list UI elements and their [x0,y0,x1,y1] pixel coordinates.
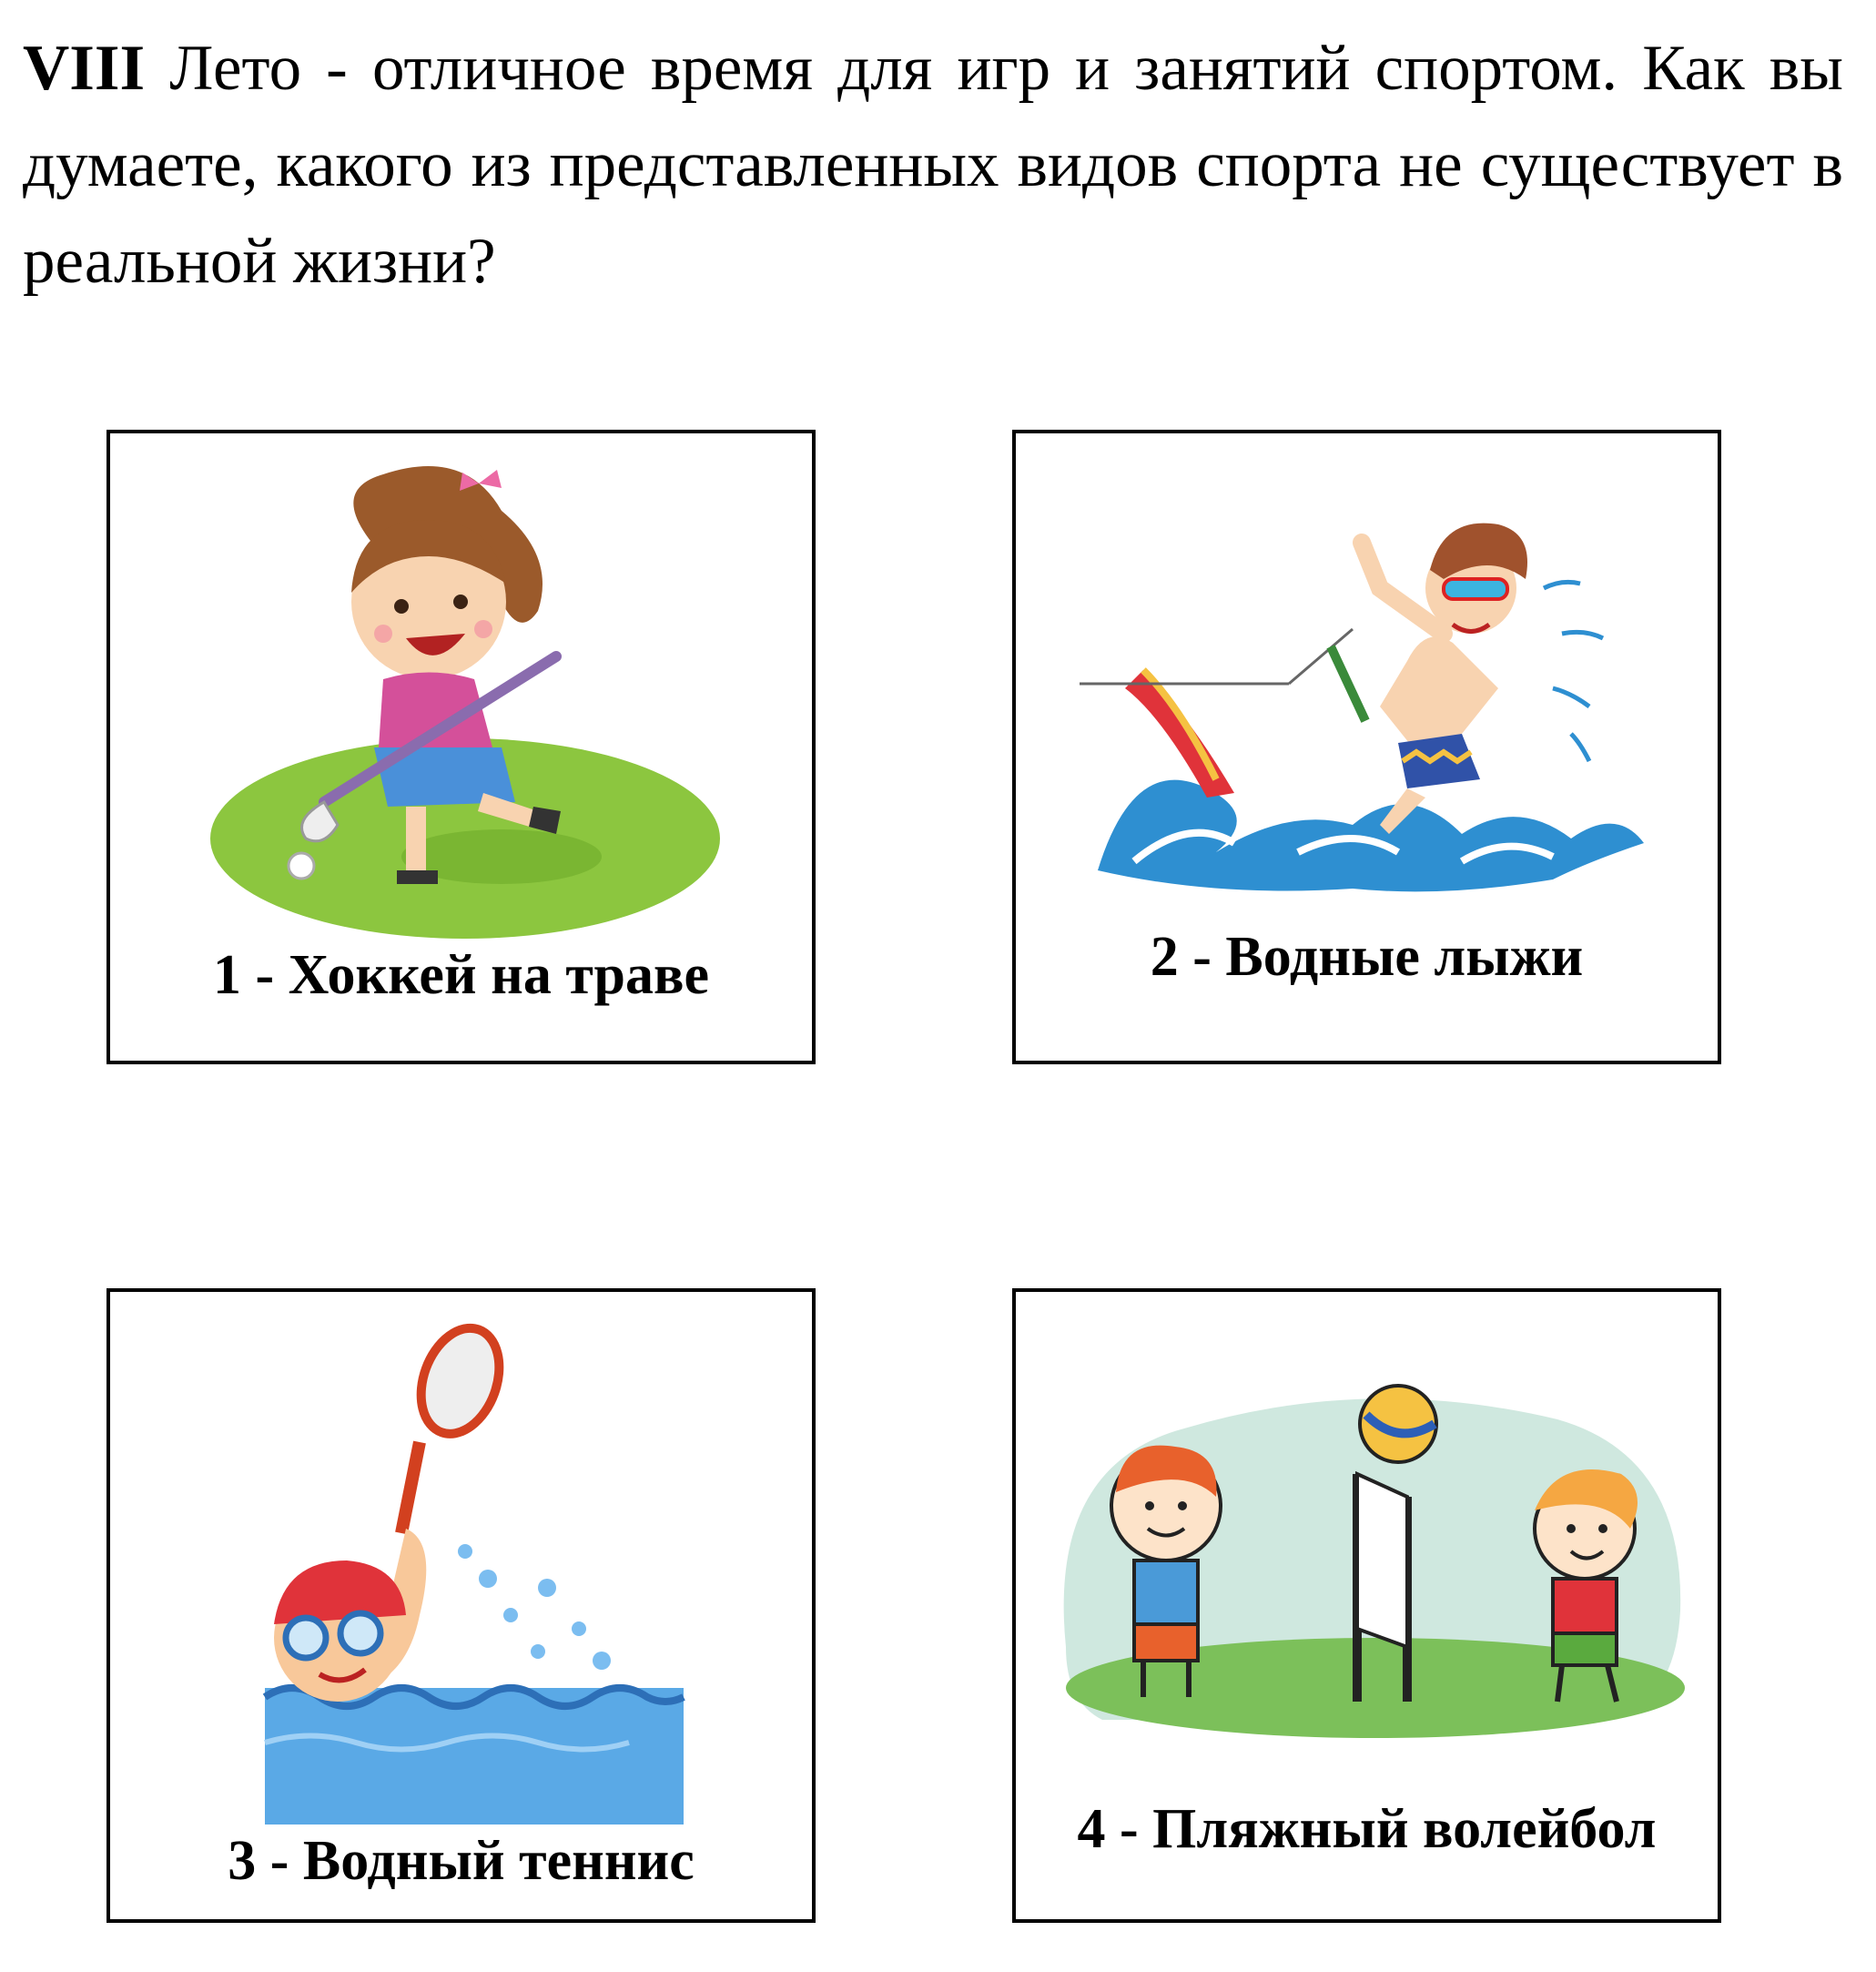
water-skiing-illustration [1080,479,1671,907]
option-caption-1: 1 - Хоккей на траве [212,944,710,1006]
option-caption-2: 2 - Водные лыжи [1150,926,1584,988]
option-caption-3: 3 - Водный теннис [228,1830,695,1892]
option-card-2[interactable] [1012,430,1721,1064]
option-caption-4: 4 - Пляжный волейбол [1077,1798,1657,1860]
beach-volleyball-illustration [1048,1374,1694,1774]
option-card-3[interactable] [106,1288,816,1923]
question-body: Лето - отличное время для игр и занятий спортом. Как вы думаете, какого из представленных видов спорта не существует в реальной жизни? [23,33,1844,297]
field-hockey-girl-illustration [201,456,720,948]
option-card-1[interactable] [106,430,816,1064]
question-number: VIII [23,33,146,104]
question-text [23,20,1843,310]
swimmer-with-racket-illustration [238,1315,693,1834]
option-card-4[interactable] [1012,1288,1721,1923]
